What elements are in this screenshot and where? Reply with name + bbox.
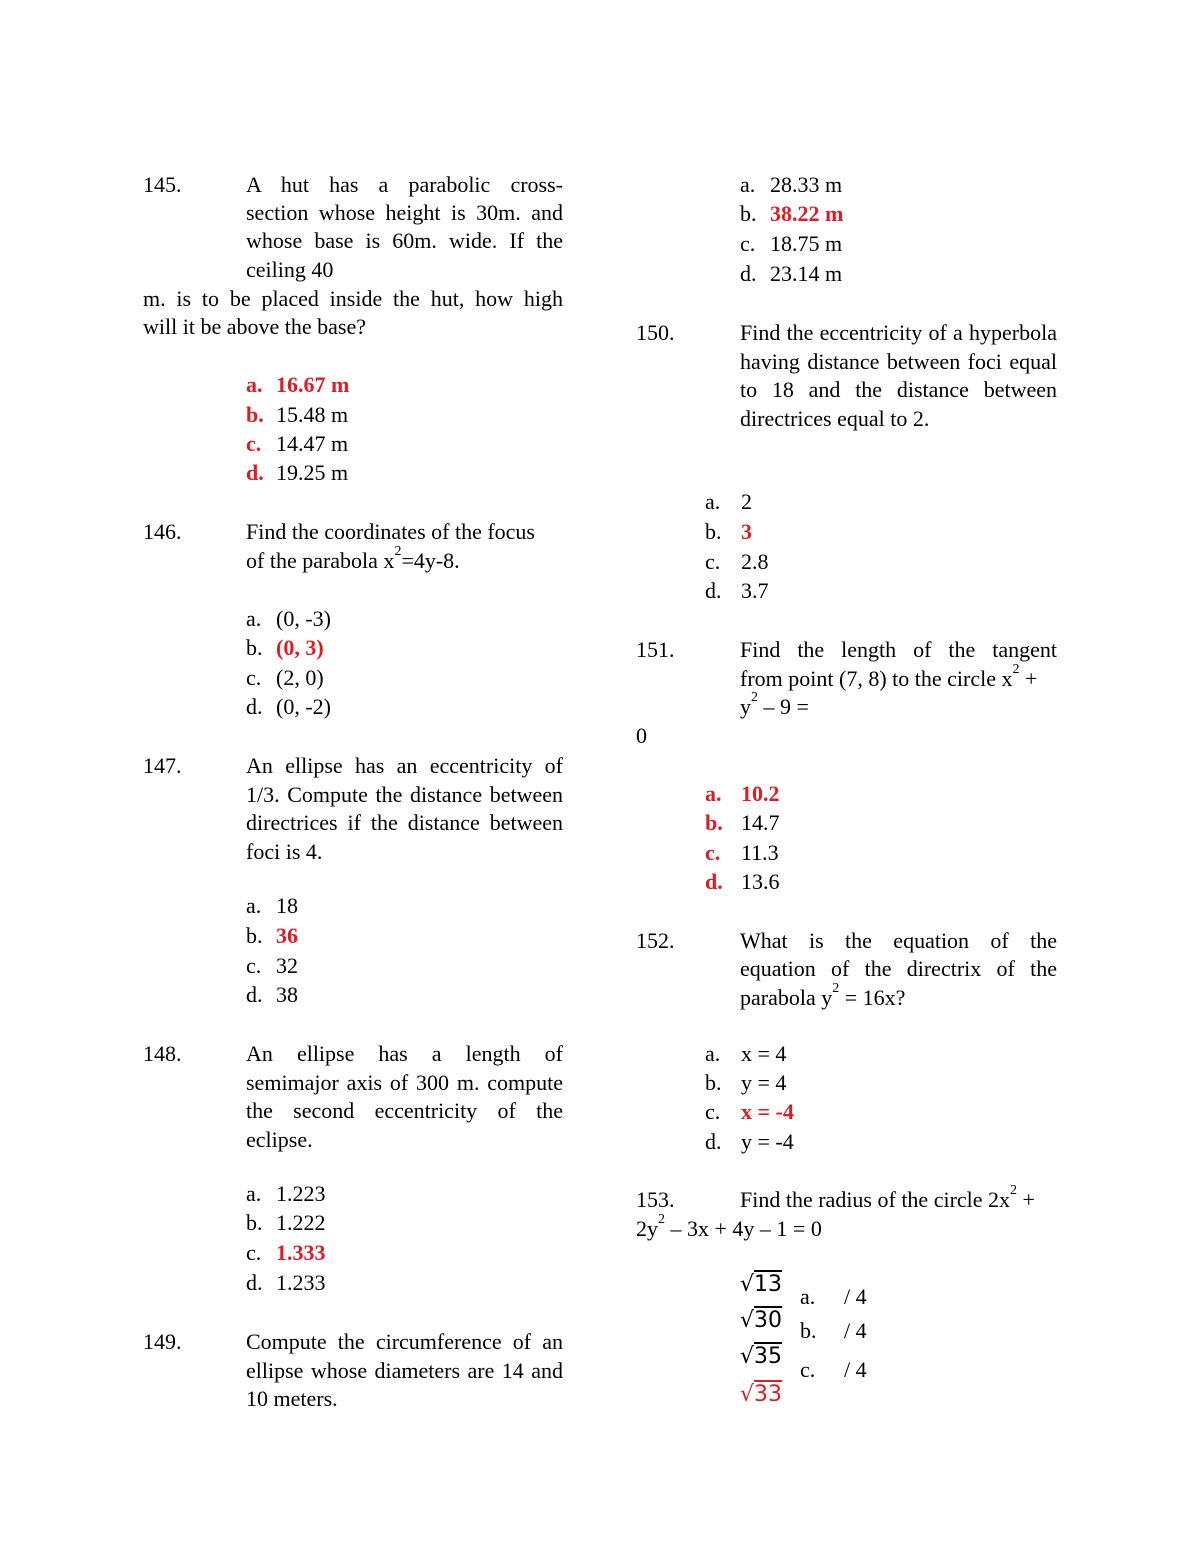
option-152-b[interactable]: b. y = 4	[705, 1070, 787, 1095]
option-145-a[interactable]: a. 16.67 m	[246, 372, 350, 397]
option-145-d[interactable]: d. 19.25 m	[246, 460, 349, 485]
option-147-a[interactable]: a. 18	[246, 893, 298, 918]
radical-30: √30	[740, 1308, 783, 1333]
question-146-line-2: of the parabola $x^2=4y-8$.	[246, 544, 460, 573]
question-number-150: 150.	[636, 320, 675, 345]
question-150-text: Find the eccentricity of a hyperbola having distance between foci equal to 18 and the distance between directrices equal to 2.	[740, 320, 1057, 431]
radical-35: √35	[740, 1344, 783, 1369]
option-151-c[interactable]: c. 11.3	[705, 840, 779, 865]
question-151-line-1: Find the length of the tangent	[740, 637, 1057, 662]
question-number-152: 152.	[636, 928, 675, 953]
question-152-line-3: parabola $y^2 = 16x$?	[740, 981, 906, 1010]
question-145-line-4: ceiling 40	[246, 257, 334, 282]
option-145-b[interactable]: b. 15.48 m	[246, 402, 349, 427]
question-151-line-3: $y^2 - 9$ =	[740, 690, 809, 719]
option-148-c[interactable]: c. 1.333	[246, 1240, 326, 1265]
question-153-line-1: Find the radius of the circle $2x^2$ +	[740, 1183, 1035, 1212]
option-148-a[interactable]: a. 1.223	[246, 1181, 326, 1206]
question-151-line-2: from point (7, 8) to the circle $x^2$ +	[740, 662, 1038, 691]
question-145-line-5: m. is to be placed inside the hut, how high	[143, 286, 563, 311]
option-151-a[interactable]: a. 10.2	[705, 781, 780, 806]
question-number-147: 147.	[143, 753, 182, 778]
option-149-a[interactable]: a. 28.33 m	[740, 172, 843, 197]
option-146-b[interactable]: b. (0, 3)	[246, 635, 324, 660]
option-147-c[interactable]: c. 32	[246, 953, 298, 978]
option-151-d[interactable]: d. 13.6	[705, 869, 780, 894]
option-145-c[interactable]: c. 14.47 m	[246, 431, 349, 456]
option-153-c[interactable]: c. / 4	[800, 1357, 867, 1382]
question-145-line-3: whose base is 60m. wide. If the	[246, 228, 563, 253]
question-147-text: An ellipse has an eccentricity of 1/3. Compute the distance between directrices if the distance between foci is 4.	[246, 753, 563, 864]
option-146-a[interactable]: a. (0, -3)	[246, 606, 331, 631]
radical-13: √13	[740, 1272, 783, 1297]
option-149-d[interactable]: d. 23.14 m	[740, 261, 843, 286]
question-145-line-6: will it be above the base?	[143, 314, 366, 339]
question-number-146: 146.	[143, 519, 182, 544]
option-152-c[interactable]: c. x = -4	[705, 1099, 794, 1124]
question-number-148: 148.	[143, 1041, 182, 1066]
option-152-d[interactable]: d. y = -4	[705, 1129, 794, 1154]
question-148-text: An ellipse has a length of semimajor axis of 300 m. compute the second eccentricity of the eclipse.	[246, 1041, 563, 1152]
radical-33: √33	[740, 1382, 783, 1407]
option-148-d[interactable]: d. 1.233	[246, 1270, 326, 1295]
option-150-c[interactable]: c. 2.8	[705, 549, 769, 574]
option-153-b[interactable]: b. / 4	[800, 1318, 867, 1343]
option-150-d[interactable]: d. 3.7	[705, 578, 769, 603]
question-number-151: 151.	[636, 637, 675, 662]
option-149-b[interactable]: b. 38.22 m	[740, 201, 844, 226]
question-146-line-1: Find the coordinates of the focus	[246, 519, 535, 544]
question-145-line-2: section whose height is 30m. and	[246, 200, 563, 225]
question-149-text: Compute the circumference of an ellipse whose diameters are 14 and 10 meters.	[246, 1329, 563, 1411]
question-152-line-2: equation of the directrix of the	[740, 956, 1057, 981]
question-152-line-1: What is the equation of the	[740, 928, 1057, 953]
question-number-145: 145.	[143, 172, 182, 197]
option-148-b[interactable]: b. 1.222	[246, 1210, 326, 1235]
option-147-d[interactable]: d. 38	[246, 982, 298, 1007]
question-number-149: 149.	[143, 1329, 182, 1354]
option-151-b[interactable]: b. 14.7	[705, 810, 780, 835]
option-149-c[interactable]: c. 18.75 m	[740, 231, 843, 256]
option-153-a[interactable]: a. / 4	[800, 1284, 867, 1309]
option-146-c[interactable]: c. (2, 0)	[246, 665, 324, 690]
question-145-line-1: A hut has a parabolic cross-	[246, 172, 563, 197]
option-150-b[interactable]: b. 3	[705, 519, 752, 544]
option-150-a[interactable]: a. 2	[705, 489, 752, 514]
question-153-line-2: $2y^2 - 3x + 4y - 1 = 0$	[636, 1212, 822, 1241]
option-152-a[interactable]: a. x = 4	[705, 1041, 787, 1066]
question-number-153: 153.	[636, 1187, 675, 1212]
option-147-b[interactable]: b. 36	[246, 923, 298, 948]
question-151-line-4: 0	[636, 723, 647, 748]
option-146-d[interactable]: d. (0, -2)	[246, 694, 331, 719]
